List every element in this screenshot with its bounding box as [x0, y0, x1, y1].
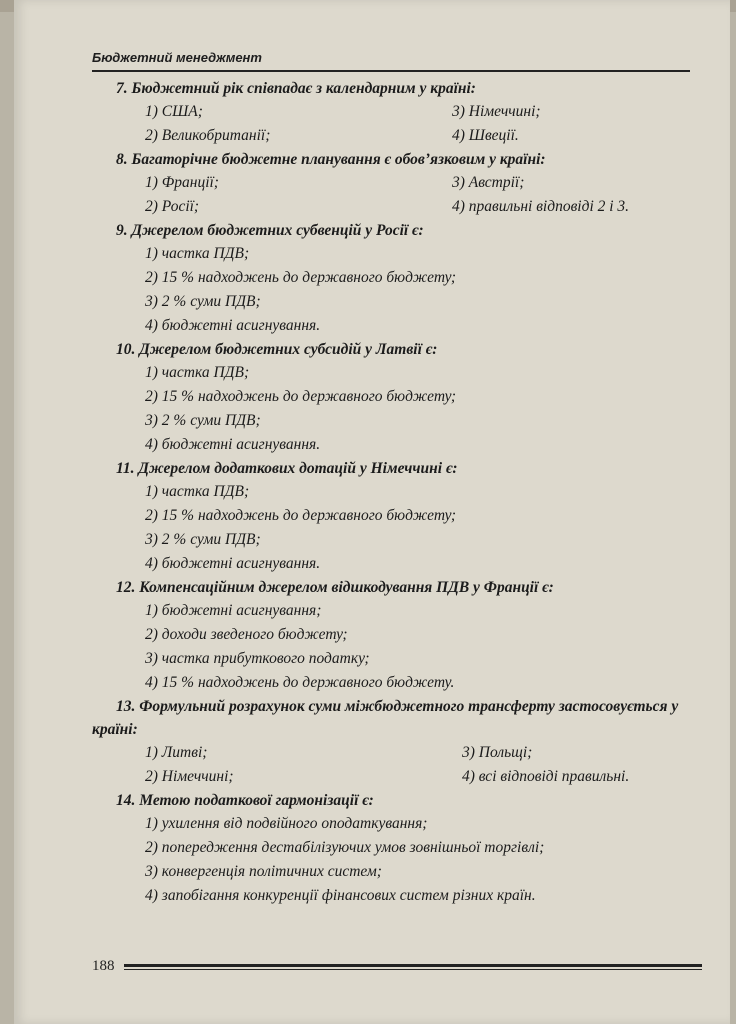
question-14: 14. Метою податкової гармонізації є: [116, 792, 374, 809]
option: 3) конвергенція політичних систем; [145, 863, 382, 880]
option: 1) частка ПДВ; [145, 364, 250, 381]
option: 2) Росії; [145, 198, 200, 215]
option: 3) Польщі; [462, 744, 533, 761]
option: 1) ухилення від подвійного оподаткування; [145, 815, 428, 832]
option: 3) частка прибуткового податку; [145, 650, 370, 667]
option: 4) запобігання конкуренції фінансових систем різних країн. [145, 887, 536, 904]
option-row [92, 124, 704, 148]
option: 3) Німеччині; [452, 103, 541, 120]
page-number: 188 [92, 958, 115, 974]
footer-rule-thin [124, 969, 702, 970]
option: 3) 2 % суми ПДВ; [145, 293, 261, 310]
question-9: 9. Джерелом бюджетних субвенцій у Росії є: [116, 222, 424, 239]
option: 1) Литві; [145, 744, 208, 761]
option: 4) бюджетні асигнування. [145, 436, 321, 453]
option-row [92, 741, 704, 765]
option: 4) правильні відповіді 2 і 3. [452, 198, 630, 215]
option: 1) Франції; [145, 174, 219, 191]
option: 2) Великобританії; [145, 127, 271, 144]
option: 2) попередження дестабілізуючих умов зовнішньої торгівлі; [145, 839, 545, 856]
option: 4) бюджетні асигнування. [145, 555, 321, 572]
question-11: 11. Джерелом додаткових дотацій у Німеччині є: [116, 460, 458, 477]
footer-rule-thick [124, 964, 702, 967]
option: 2) 15 % надходжень до державного бюджету; [145, 507, 457, 524]
option-row [92, 171, 704, 195]
option: 3) 2 % суми ПДВ; [145, 412, 261, 429]
option: 4) Швеції. [452, 127, 519, 144]
option: 1) США; [145, 103, 203, 120]
option: 4) 15 % надходжень до державного бюджету. [145, 674, 455, 691]
question-12: 12. Компенсаційним джерелом відшкодування ПДВ у Франції є: [116, 579, 554, 596]
question-8: 8. Багаторічне бюджетне планування є обов’язковим у країні: [116, 151, 546, 168]
option: 3) Австрії; [452, 174, 525, 191]
question-list [92, 77, 704, 908]
option: 2) доходи зведеного бюджету; [145, 626, 348, 643]
option-row [92, 765, 704, 789]
question-7: 7. Бюджетний рік співпадає з календарним у країні: [116, 80, 476, 97]
option-row [92, 100, 704, 124]
page-footer [92, 958, 702, 978]
option: 2) Німеччині; [145, 768, 234, 785]
question-10: 10. Джерелом бюджетних субсидій у Латвії є: [116, 341, 438, 358]
option: 1) частка ПДВ; [145, 483, 250, 500]
option: 4) всі відповіді правильні. [462, 768, 630, 785]
option: 1) частка ПДВ; [145, 245, 250, 262]
option: 3) 2 % суми ПДВ; [145, 531, 261, 548]
running-header: Бюджетний менеджмент [92, 50, 262, 65]
option: 2) 15 % надходжень до державного бюджету; [145, 269, 457, 286]
option: 4) бюджетні асигнування. [145, 317, 321, 334]
option: 1) бюджетні асигнування; [145, 602, 322, 619]
header-rule [92, 70, 690, 72]
option: 2) 15 % надходжень до державного бюджету; [145, 388, 457, 405]
option-row [92, 195, 704, 219]
question-13: 13. Формульний розрахунок суми міжбюджетного трансферту застосовується у країні: [92, 698, 679, 738]
